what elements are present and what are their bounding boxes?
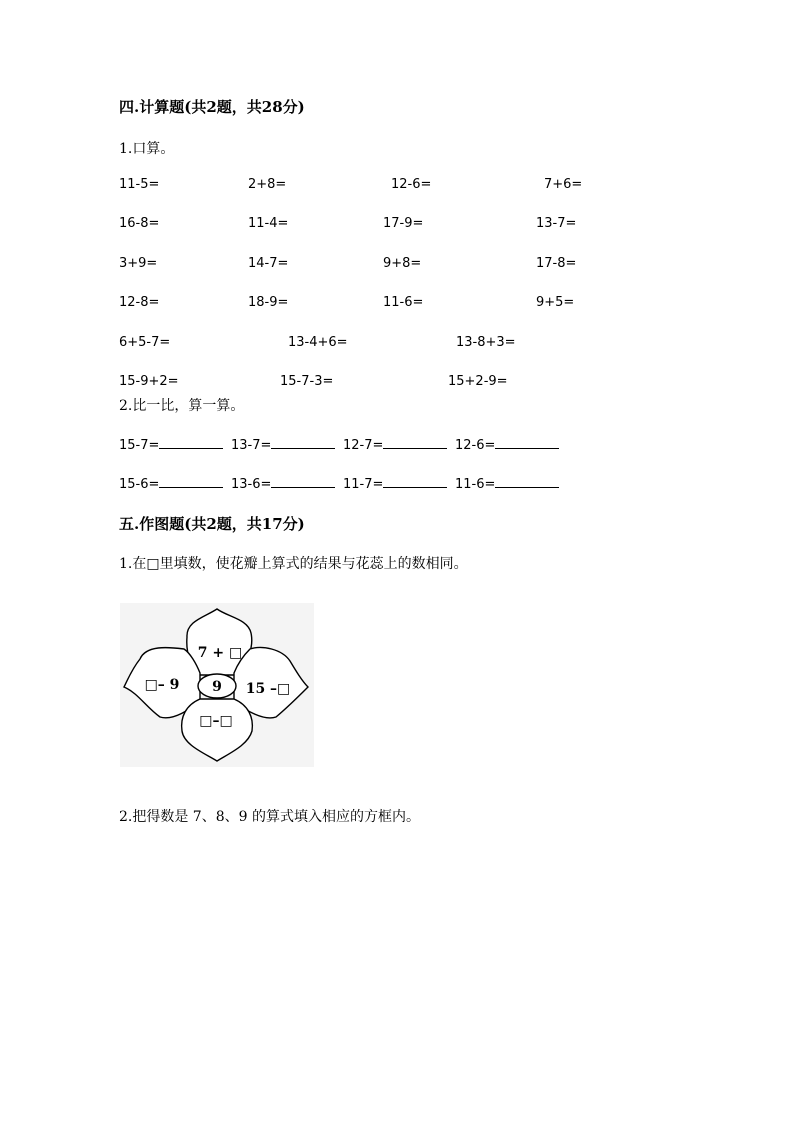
calc-item: 15+2-9= <box>448 374 508 389</box>
section-5-heading: 五.作图题(共2题，共17分) <box>119 515 305 533</box>
answer-blank[interactable] <box>383 435 447 449</box>
answer-blank[interactable] <box>159 435 223 449</box>
calc-item: 7+6= <box>544 177 583 192</box>
flower-center-number: 9 <box>212 679 222 695</box>
calc-item: 15-7-3= <box>280 374 334 389</box>
calc-item: 12-6= <box>391 177 432 192</box>
compare-item: 11-7= <box>343 474 447 492</box>
calc-item: 15-9+2= <box>119 374 179 389</box>
petal-bottom-expression: □–□ <box>199 713 233 729</box>
calc-item: 2+8= <box>248 177 287 192</box>
calc-item: 13-4+6= <box>288 335 348 350</box>
calc-item: 18-9= <box>248 295 289 310</box>
calc-item: 13-7= <box>536 216 577 231</box>
compare-item: 11-6= <box>455 474 559 492</box>
calc-item: 3+9= <box>119 256 158 271</box>
section-4-heading: 四.计算题(共2题，共28分) <box>119 98 305 116</box>
petal-left-expression: □– 9 <box>144 677 180 693</box>
calc-item: 9+8= <box>383 256 422 271</box>
calc-item: 12-8= <box>119 295 160 310</box>
calc-item: 17-9= <box>383 216 424 231</box>
compare-item: 13-7= <box>231 435 335 453</box>
calc-item: 6+5-7= <box>119 335 171 350</box>
compare-item: 15-7= <box>119 435 223 453</box>
calc-item: 11-4= <box>248 216 289 231</box>
calc-item: 17-8= <box>536 256 577 271</box>
petal-top-expression: 7 + □ <box>197 645 243 661</box>
compare-item: 12-7= <box>343 435 447 453</box>
calc-item: 11-6= <box>383 295 424 310</box>
calc-item: 16-8= <box>119 216 160 231</box>
calc-item: 13-8+3= <box>456 335 516 350</box>
flower-diagram <box>120 603 314 767</box>
compare-item: 13-6= <box>231 474 335 492</box>
answer-blank[interactable] <box>495 435 559 449</box>
answer-blank[interactable] <box>159 474 223 488</box>
calc-item: 11-5= <box>119 177 160 192</box>
flower-question-label: 1.在□里填数，使花瓣上算式的结果与花蕊上的数相同。 <box>119 556 468 572</box>
compare-item: 12-6= <box>455 435 559 453</box>
calc-item: 9+5= <box>536 295 575 310</box>
answer-blank[interactable] <box>383 474 447 488</box>
calc-item: 14-7= <box>248 256 289 271</box>
sort-question-label: 2.把得数是 7、8、9 的算式填入相应的方框内。 <box>119 809 420 825</box>
compare-item: 15-6= <box>119 474 223 492</box>
answer-blank[interactable] <box>271 474 335 488</box>
answer-blank[interactable] <box>495 474 559 488</box>
answer-blank[interactable] <box>271 435 335 449</box>
petal-right-expression: 15 –□ <box>245 681 291 697</box>
question-2-label: 2.比一比，算一算。 <box>119 398 245 414</box>
question-1-label: 1.口算。 <box>119 141 175 157</box>
